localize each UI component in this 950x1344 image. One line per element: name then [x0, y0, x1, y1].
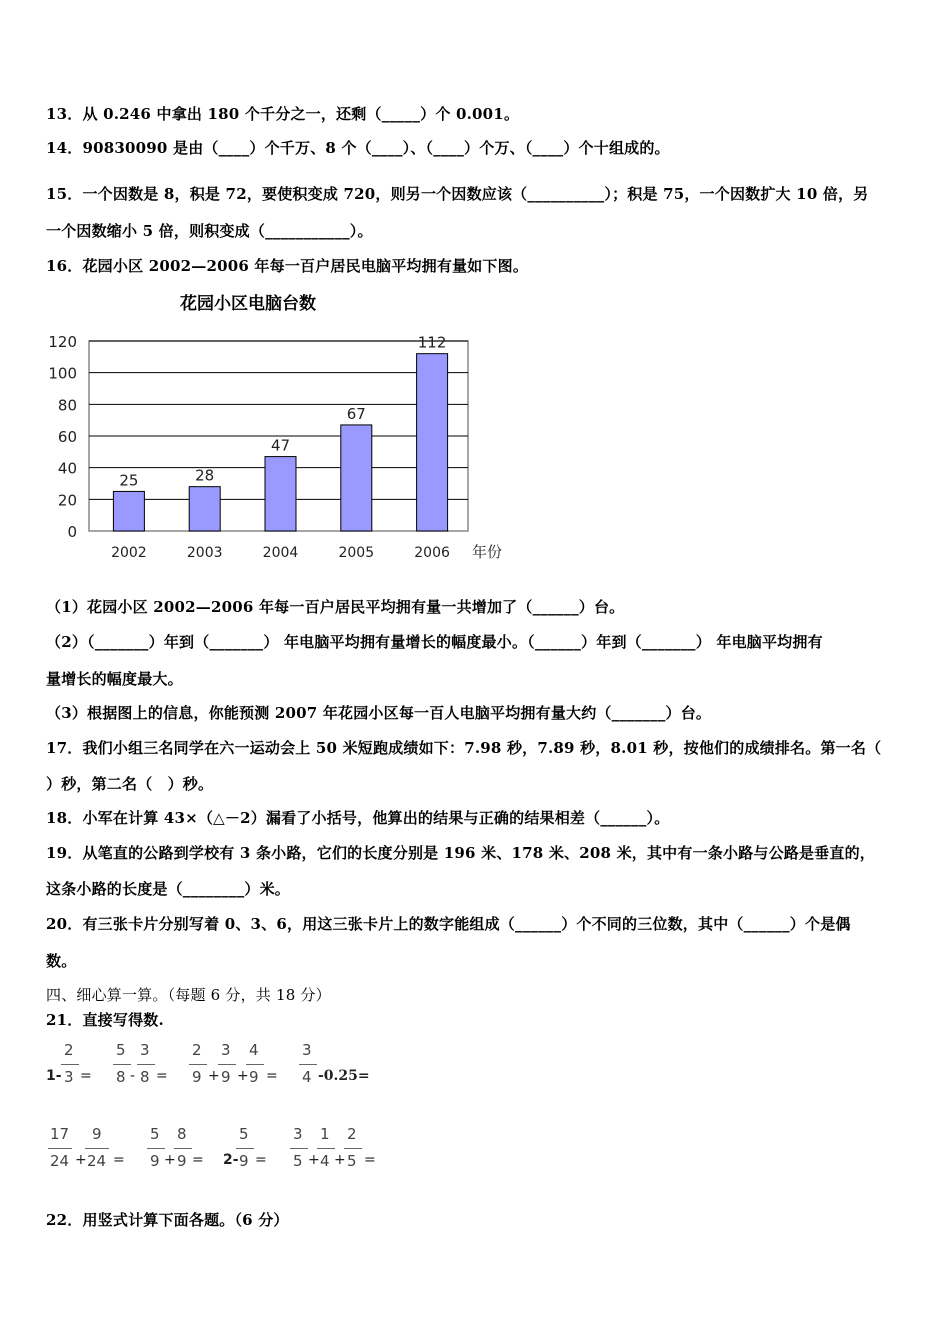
bar: [417, 354, 448, 531]
numerator: 3: [293, 1125, 303, 1143]
y-tick-label: 60: [57, 428, 77, 446]
operator: +: [237, 1068, 249, 1084]
numerator: 2: [64, 1041, 74, 1059]
numerator: 3: [221, 1041, 231, 1059]
operator: +: [164, 1152, 176, 1168]
question-16-1: （1）花园小区 2002—2006 年每一百户居民平均拥有量一共增加了（______）台。: [46, 598, 625, 616]
data-label: 28: [195, 466, 215, 485]
question-18: 18．小军在计算 43×（△－2）漏看了小括号，他算出的结果与正确的结果相差（______）。: [46, 809, 670, 827]
expr-lead: 1-: [46, 1068, 62, 1084]
denominator: 4: [302, 1068, 312, 1086]
question-22: 22．用竖式计算下面各题。（6 分）: [46, 1211, 289, 1229]
denominator: 9: [177, 1152, 187, 1170]
denominator: 8: [140, 1068, 150, 1086]
equals-sign: =: [364, 1152, 376, 1168]
question-14: 14．90830090 是由（____）个千万、8 个（____）、（____）个万、（____）个十组成的。: [46, 139, 670, 157]
question-17-line1: 17．我们小组三名同学在六一运动会上 50 米短跑成绩如下：7.98 秒，7.89 秒，8.01 秒，按他们的成绩排名。第一名（: [46, 739, 882, 757]
question-13: 13．从 0.246 中拿出 180 个千分之一，还剩（_____）个 0.001。: [46, 105, 520, 123]
operator: +: [308, 1152, 320, 1168]
question-15-line2: 一个因数缩小 5 倍，则积变成（___________）。: [46, 222, 373, 240]
numerator: 9: [92, 1125, 102, 1143]
y-tick-label: 80: [57, 396, 77, 415]
expr-lead: 2-: [223, 1152, 239, 1168]
question-20-line2: 数。: [46, 952, 77, 970]
numerator: 5: [239, 1125, 249, 1143]
x-tick-label: 2003: [186, 545, 223, 561]
numerator: 3: [140, 1041, 150, 1059]
operator: +: [75, 1152, 87, 1168]
data-label: 47: [270, 436, 291, 455]
bar: [189, 487, 220, 531]
denominator: 24: [50, 1152, 70, 1170]
denominator: 3: [64, 1068, 74, 1086]
numerator: 4: [249, 1041, 259, 1059]
bar: [113, 491, 144, 531]
equals-sign: =: [266, 1068, 278, 1084]
denominator: 9: [150, 1152, 160, 1170]
question-19-line1: 19．从笔直的公路到学校有 3 条小路，它们的长度分别是 196 米、178 米、208 米，其中有一条小路与公路是垂直的，: [46, 844, 875, 862]
denominator: 8: [116, 1068, 126, 1086]
question-21: 21．直接写得数.: [46, 1011, 164, 1029]
bar: [265, 457, 296, 531]
x-tick-label: 2002: [111, 545, 147, 561]
equals-sign: =: [156, 1068, 168, 1084]
numerator: 5: [150, 1125, 160, 1143]
denominator: 5: [293, 1152, 303, 1170]
denominator: 9: [221, 1068, 231, 1086]
y-tick-label: 20: [57, 491, 77, 510]
y-tick-label: 100: [48, 364, 77, 383]
numerator: 5: [116, 1041, 126, 1059]
chart-title: 花园小区电脑台数: [180, 294, 316, 314]
y-tick-label: 40: [57, 459, 77, 478]
data-label: 112: [417, 333, 447, 352]
question-16: 16．花园小区 2002—2006 年每一百户居民电脑平均拥有量如下图。: [46, 257, 529, 275]
x-axis-label: 年份: [472, 543, 503, 561]
question-16-2-line1: （2）（_______）年到（_______） 年电脑平均拥有量增长的幅度最小。（______）年到（_______） 年电脑平均拥有: [46, 633, 823, 651]
operator: +: [334, 1152, 346, 1168]
denominator: 4: [320, 1152, 330, 1170]
denominator: 9: [249, 1068, 259, 1086]
expr-tail: -0.25=: [318, 1068, 370, 1084]
denominator: 9: [239, 1152, 249, 1170]
operator: -: [130, 1068, 136, 1084]
equals-sign: =: [192, 1152, 204, 1168]
numerator: 2: [192, 1041, 202, 1059]
numerator: 1: [320, 1125, 330, 1143]
question-17-line2: ）秒，第二名（ ）秒。: [46, 775, 214, 793]
bar: [341, 425, 372, 531]
bar-chart: [40, 325, 560, 575]
section-4-heading: 四、细心算一算。（每题 6 分，共 18 分）: [46, 986, 331, 1004]
data-label: 25: [119, 471, 139, 490]
question-19-line2: 这条小路的长度是（________）米。: [46, 880, 291, 898]
question-16-3: （3）根据图上的信息，你能预测 2007 年花园小区每一百人电脑平均拥有量大约（_______）台。: [46, 704, 712, 722]
y-tick-label: 0: [67, 523, 77, 541]
denominator: 9: [192, 1068, 202, 1086]
operator: +: [208, 1068, 220, 1084]
x-tick-label: 2006: [414, 545, 450, 561]
denominator: 5: [347, 1152, 357, 1170]
equals-sign: =: [113, 1152, 125, 1168]
equals-sign: =: [80, 1068, 92, 1084]
x-tick-label: 2005: [338, 545, 375, 561]
denominator: 24: [87, 1152, 107, 1170]
numerator: 2: [347, 1125, 357, 1143]
question-20-line1: 20．有三张卡片分别写着 0、3、6，用这三张卡片上的数字能组成（______）个不同的三位数，其中（______）个是偶: [46, 915, 851, 933]
numerator: 3: [302, 1041, 312, 1059]
x-tick-label: 2004: [262, 545, 299, 561]
numerator: 17: [50, 1125, 70, 1143]
y-tick-label: 120: [48, 333, 77, 351]
numerator: 8: [177, 1125, 187, 1143]
question-16-2-line2: 量增长的幅度最大。: [46, 670, 183, 688]
equals-sign: =: [255, 1152, 267, 1168]
data-label: 67: [346, 404, 366, 423]
question-15-line1: 15．一个因数是 8，积是 72，要使积变成 720，则另一个因数应该（__________）；积是 75，一个因数扩大 10 倍，另: [46, 185, 869, 203]
